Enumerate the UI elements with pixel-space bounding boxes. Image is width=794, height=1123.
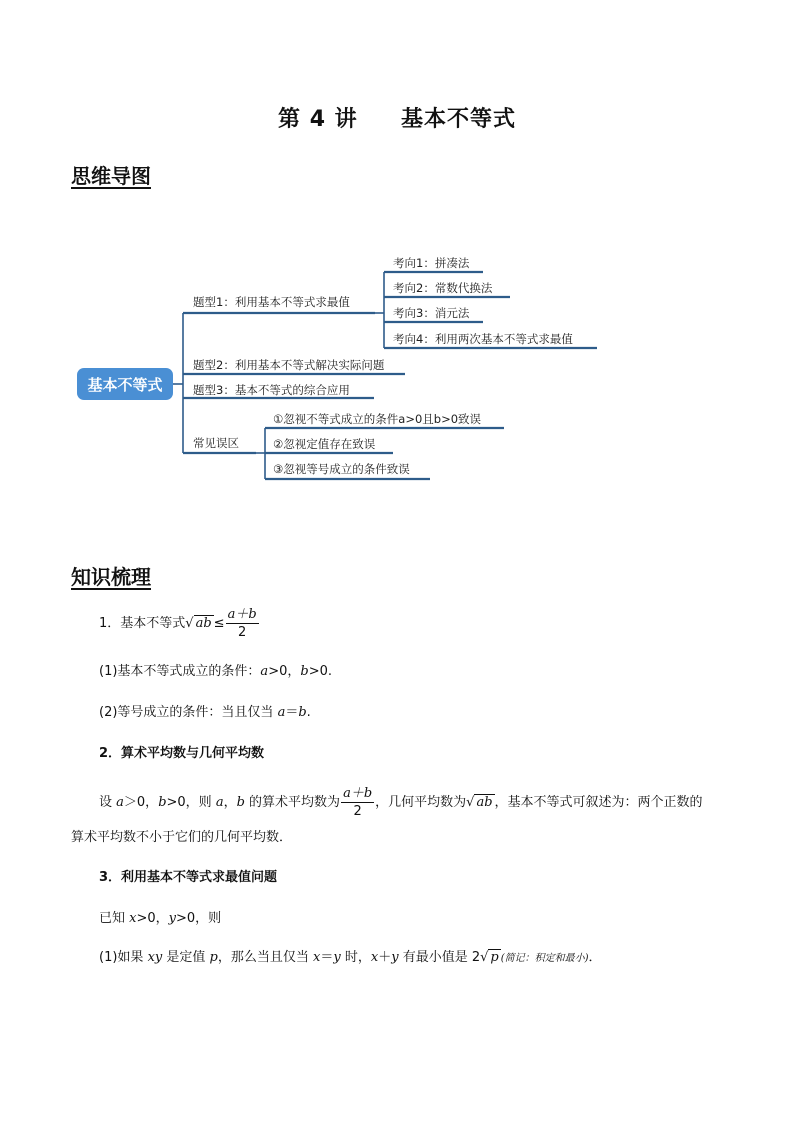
item-2-paragraph-line-1: 设 a＞0，b>0，则 a，b 的算术平均数为 $\frac{a+b}{2}$ ，几何平均数为√ ab ，基本不等式可叙述为：两个正数的 <box>99 786 703 819</box>
page-title: 第 4 讲 基本不等式 <box>278 107 516 132</box>
item-3-given: 已知 x>0，y>0，则 <box>99 911 222 926</box>
sqrt-p: √ p <box>480 950 499 965</box>
mindmap-branch-4: 常见误区 <box>193 436 239 450</box>
mindmap-b1-child-1: 考向1：拼凑法 <box>393 256 470 270</box>
mindmap-b1-child-3: 考向3：消元法 <box>393 306 470 320</box>
mind-map <box>0 240 794 500</box>
mindmap-b1-child-2: 考向2：常数代换法 <box>393 281 493 295</box>
sqrt-ab: √ ab <box>185 616 212 631</box>
mnemonic-note: (简记：积定和最小) <box>500 953 589 964</box>
mindmap-b4-child-2: ②忽视定值存在致误 <box>273 437 376 451</box>
section-heading-mindmap: 思维导图 <box>71 164 151 188</box>
fraction-a-plus-b-over-2: $\frac{a+b}{2}$ <box>343 786 373 819</box>
item-3-condition-1: (1)如果 xy 是定值 p，那么当且仅当 x＝y 时，x＋y 有最小值是 2√ p (简记：积定和最小)． <box>99 950 602 965</box>
mindmap-branch-1: 题型1：利用基本不等式求最值 <box>193 295 350 309</box>
section-heading-knowledge: 知识梳理 <box>71 565 151 589</box>
item-3-label: 3．利用基本不等式求最值问题 <box>99 870 278 885</box>
mindmap-branch-2: 题型2：利用基本不等式解决实际问题 <box>193 358 385 372</box>
sqrt-ab: √ ab <box>466 795 493 810</box>
leq-sign: ≤ <box>213 616 225 631</box>
mindmap-branch-3: 题型3：基本不等式的综合应用 <box>193 383 350 397</box>
item-2-label: 2．算术平均数与几何平均数 <box>99 746 265 761</box>
item-2-paragraph-line-2: 算术平均数不小于它们的几何平均数． <box>71 830 293 845</box>
fraction-a-plus-b-over-2: $\frac{a+b}{2}$ <box>227 607 257 640</box>
item-1-condition-2: (2)等号成立的条件：当且仅当 a＝b. <box>99 705 311 720</box>
mindmap-b4-child-1: ①忽视不等式成立的条件a>0且b>0致误 <box>273 412 482 426</box>
item-1-basic-inequality <box>99 606 260 641</box>
mindmap-b4-child-3: ③忽视等号成立的条件致误 <box>273 462 410 476</box>
mindmap-root: 基本不等式 <box>87 376 163 394</box>
item-1-label: 1．基本不等式 <box>99 616 186 631</box>
mindmap-b1-child-4: 考向4：利用两次基本不等式求最值 <box>393 332 573 346</box>
item-1-condition-1: (1)基本不等式成立的条件：a>0，b>0. <box>99 664 332 679</box>
